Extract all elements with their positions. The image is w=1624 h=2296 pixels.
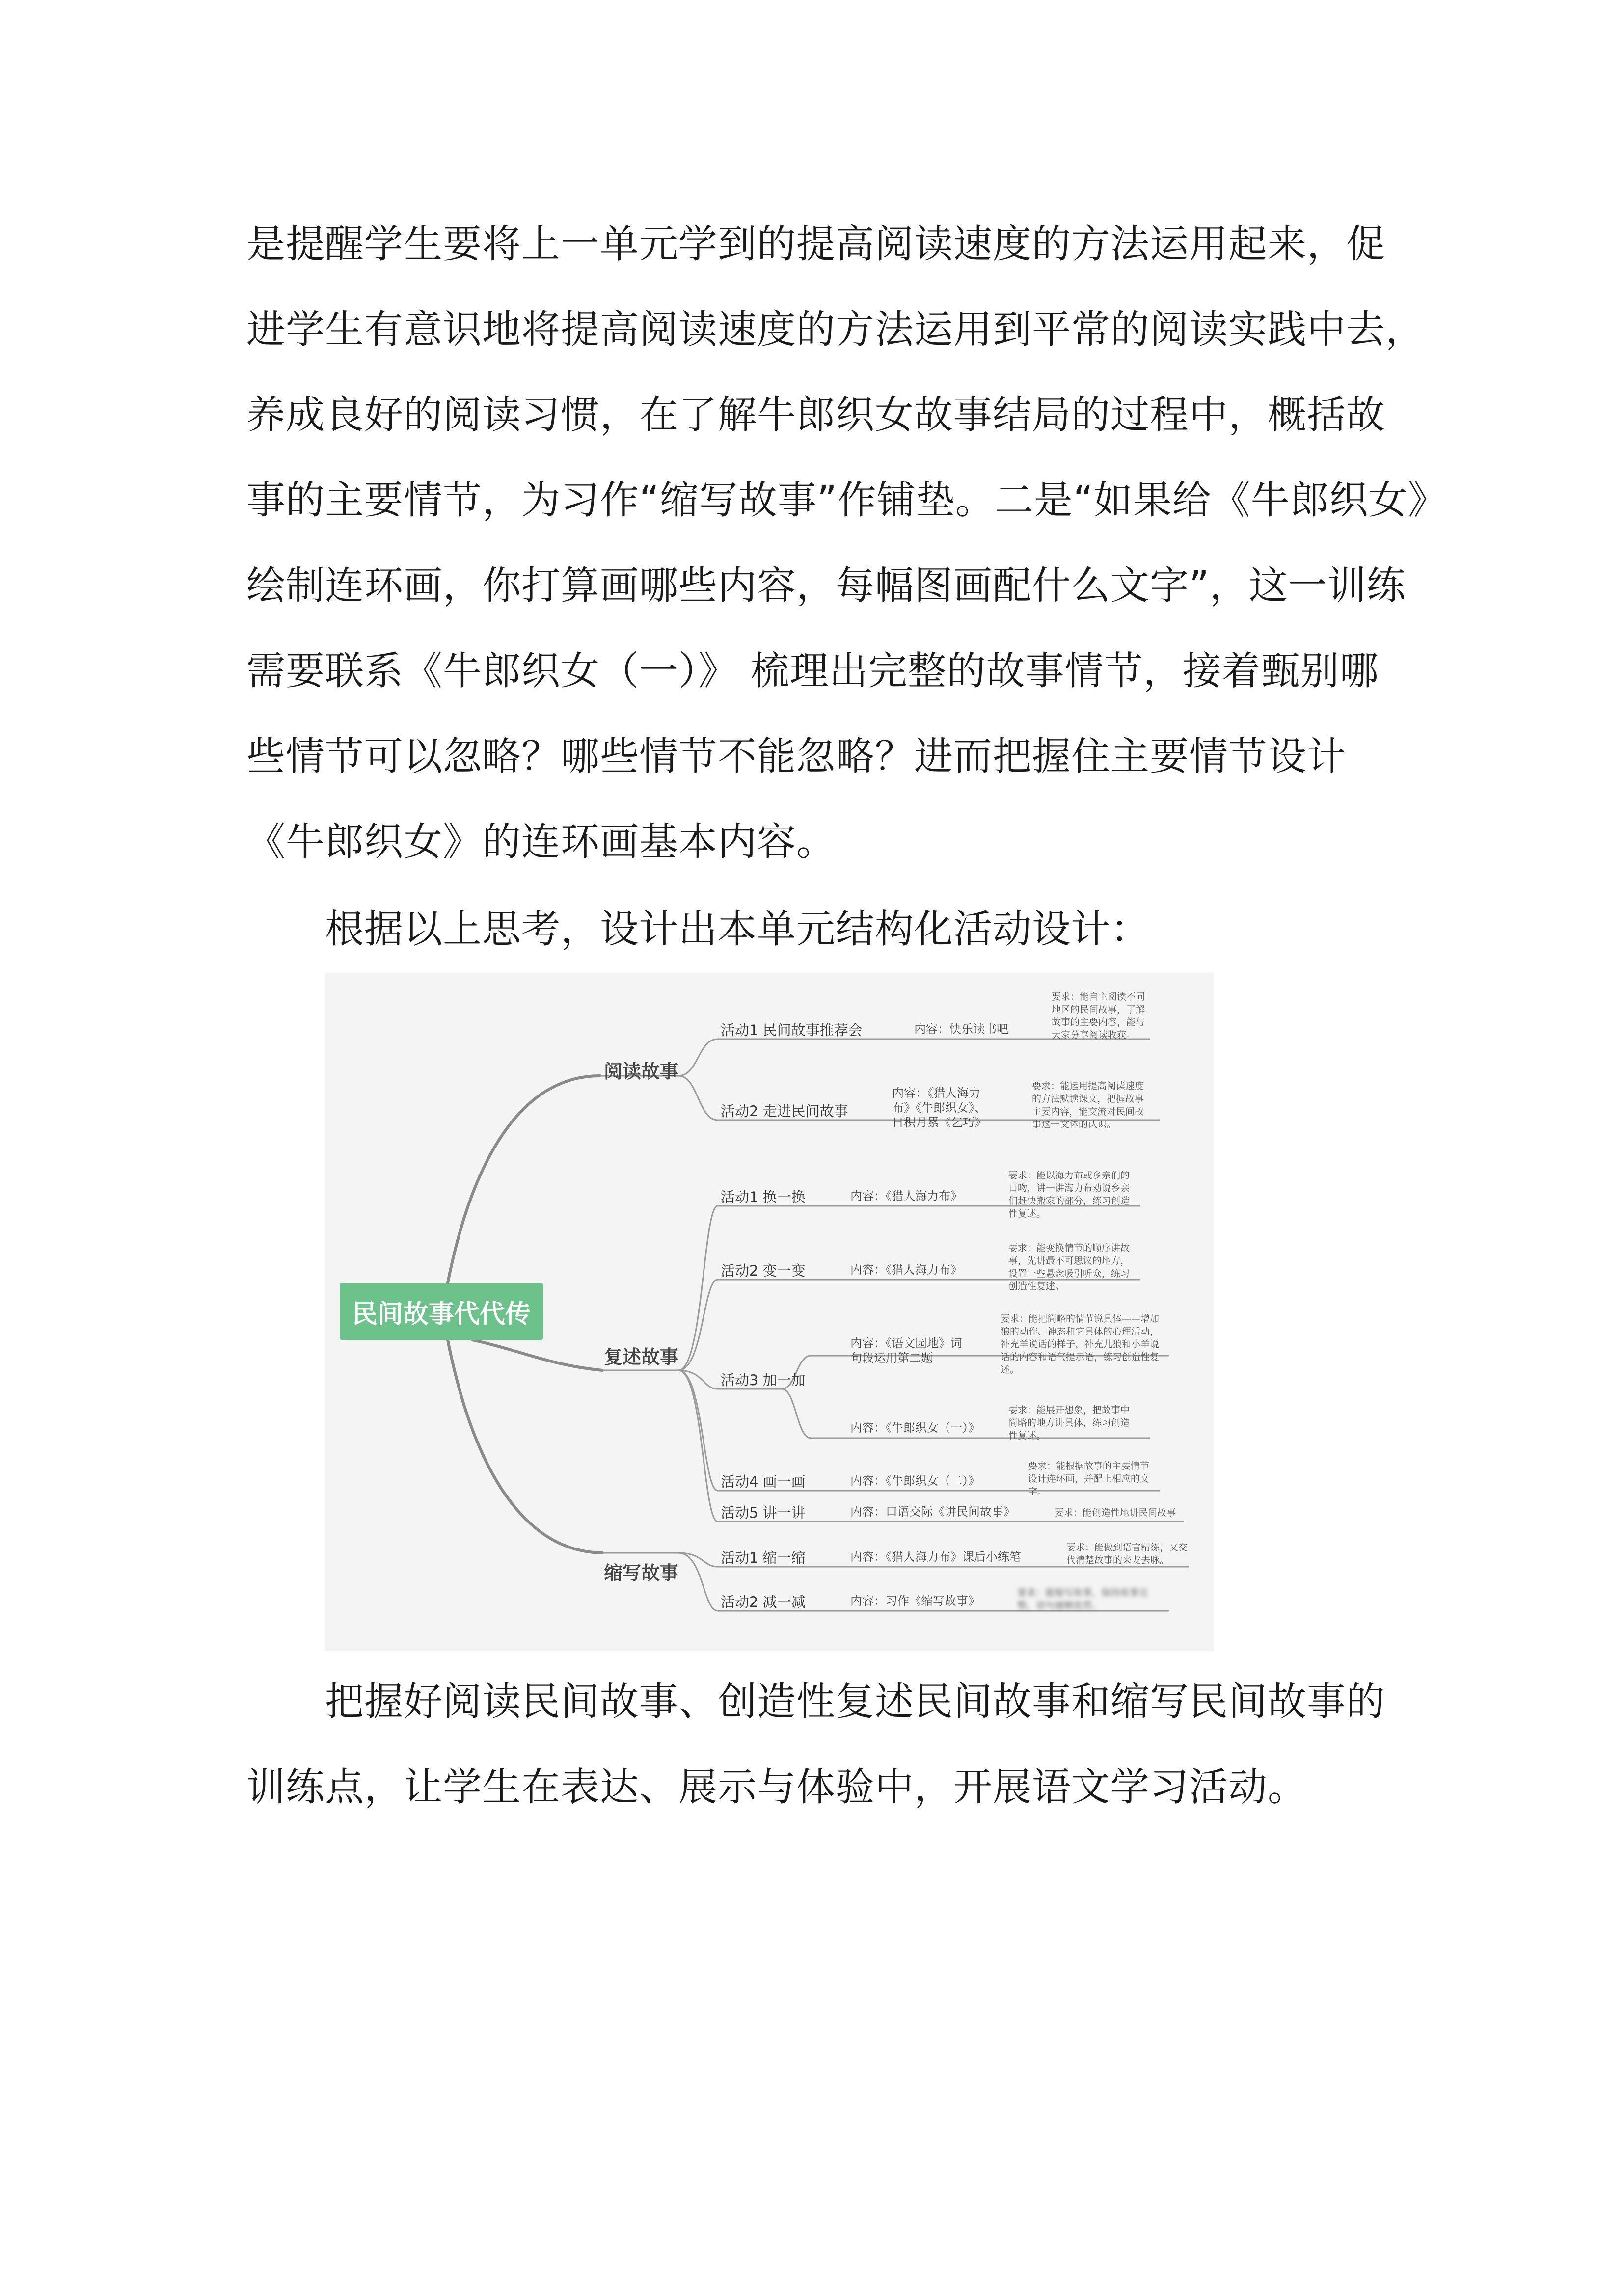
activity-label: 活动4 画一画 — [721, 1473, 806, 1490]
activity-label: 活动2 减一减 — [721, 1594, 806, 1610]
activity-label: 活动5 讲一讲 — [721, 1504, 806, 1521]
paragraph-1 — [246, 201, 1447, 884]
paragraph-2 — [246, 886, 1405, 972]
activity-requirement: 要求：能缩写故事，保持故事完整，语句通顺连贯。 — [1017, 1587, 1148, 1611]
activity-content: 内容：《牛郎织女（一）》 — [850, 1421, 980, 1435]
text-line: 养成良好的阅读习惯，在了解牛郎织女故事结局的过程中，概括故 — [246, 392, 1385, 437]
activity-content: 内容：《猎人海力布》 — [850, 1189, 962, 1203]
activity-requirement: 要求：能运用提高阅读速度的方法默读课文，把握故事主要内容，能交流对民间故事这一文体的认识。 — [1032, 1081, 1144, 1130]
mindmap-root: 民间故事代代传 — [340, 1283, 543, 1340]
activity-content: 内容：《猎人海力布》课后小练笔 — [850, 1550, 1021, 1564]
text-line: 《牛郎织女》的连环画基本内容。 — [246, 819, 836, 864]
activity-requirement: 要求：能以海力布或乡亲们的口吻，讲一讲海力布劝说乡亲们赶快搬家的部分，练习创造性复述。 — [1008, 1170, 1130, 1219]
branch-reading: 阅读故事 — [604, 1061, 679, 1082]
mindmap-diagram — [325, 973, 1214, 1651]
paragraph-3 — [246, 1659, 1405, 1830]
activity-requirement: 要求：能做到语言精练，又交代清楚故事的来龙去脉。 — [1066, 1542, 1188, 1566]
text-line: 训练点，让学生在表达、展示与体验中，开展语文学习活动。 — [246, 1764, 1307, 1810]
branch-abridging: 缩写故事 — [604, 1562, 679, 1584]
text-line: 根据以上思考，设计出本单元结构化活动设计： — [325, 907, 1150, 952]
activity-requirement: 要求：能展开想象，把故事中简略的地方讲具体，练习创造性复述。 — [1008, 1405, 1130, 1441]
activity-content: 内容：口语交际《讲民间故事》 — [850, 1505, 1015, 1519]
text-line: 把握好阅读民间故事、创造性复述民间故事和缩写民间故事的 — [325, 1679, 1385, 1724]
activity-requirement: 要求：能根据故事的主要情节设计连环画，并配上相应的文字。 — [1028, 1461, 1150, 1497]
branch-retelling: 复述故事 — [604, 1346, 679, 1368]
activity-content: 内容：《猎人海力布》 — [850, 1263, 962, 1277]
activity-content: 内容：快乐读书吧 — [914, 1022, 1008, 1036]
activity-label: 活动1 民间故事推荐会 — [721, 1022, 863, 1039]
text-line: 些情节可以忽略？哪些情节不能忽略？进而把握住主要情节设计 — [246, 734, 1346, 779]
activity-label: 活动1 缩一缩 — [721, 1549, 806, 1566]
text-line: 绘制连环画，你打算画哪些内容，每幅图画配什么文字”，这一训练 — [246, 563, 1406, 608]
activity-requirement: 要求：能把简略的情节说具体——增加狼的动作、神态和它具体的心理活动，补充羊说话的样子，补充儿狼和小羊说话的内容和语气提示语，练习创造性复述。 — [1001, 1313, 1160, 1375]
text-line: 事的主要情节，为习作“缩写故事”作铺垫。二是“如果给《牛郎织女》 — [246, 478, 1447, 523]
activity-requirement: 要求：能创造性地讲民间故事 — [1055, 1507, 1176, 1518]
text-line: 是提醒学生要将上一单元学到的提高阅读速度的方法运用起来，促 — [246, 221, 1385, 267]
activity-requirement: 要求：能变换情节的顺序讲故事，先讲最不可思议的地方，设置一些悬念吸引听众，练习创造性复述。 — [1008, 1243, 1130, 1292]
text-line: 需要联系《牛郎织女（一）》 梳理出完整的故事情节，接着甄别哪 — [246, 648, 1379, 694]
activity-content: 内容：习作《缩写故事》 — [850, 1594, 980, 1608]
activity-content: 内容：《牛郎织女（二）》 — [850, 1474, 980, 1488]
activity-label: 活动2 变一变 — [721, 1262, 806, 1279]
activity-requirement: 要求：能自主阅读不同地区的民间故事，了解故事的主要内容，能与大家分享阅读收获。 — [1052, 991, 1145, 1041]
text-line: 进学生有意识地将提高阅读速度的方法运用到平常的阅读实践中去， — [246, 307, 1425, 352]
activity-content: 内容：《语文园地》词句段运用第二题 — [850, 1336, 962, 1365]
activity-label: 活动2 走进民间故事 — [721, 1103, 848, 1120]
activity-content: 内容：《猎人海力布》《牛郎织女》、日积月累《乞巧》 — [892, 1086, 986, 1129]
activity-label: 活动1 换一换 — [721, 1189, 806, 1205]
activity-label: 活动3 加一加 — [721, 1372, 806, 1388]
